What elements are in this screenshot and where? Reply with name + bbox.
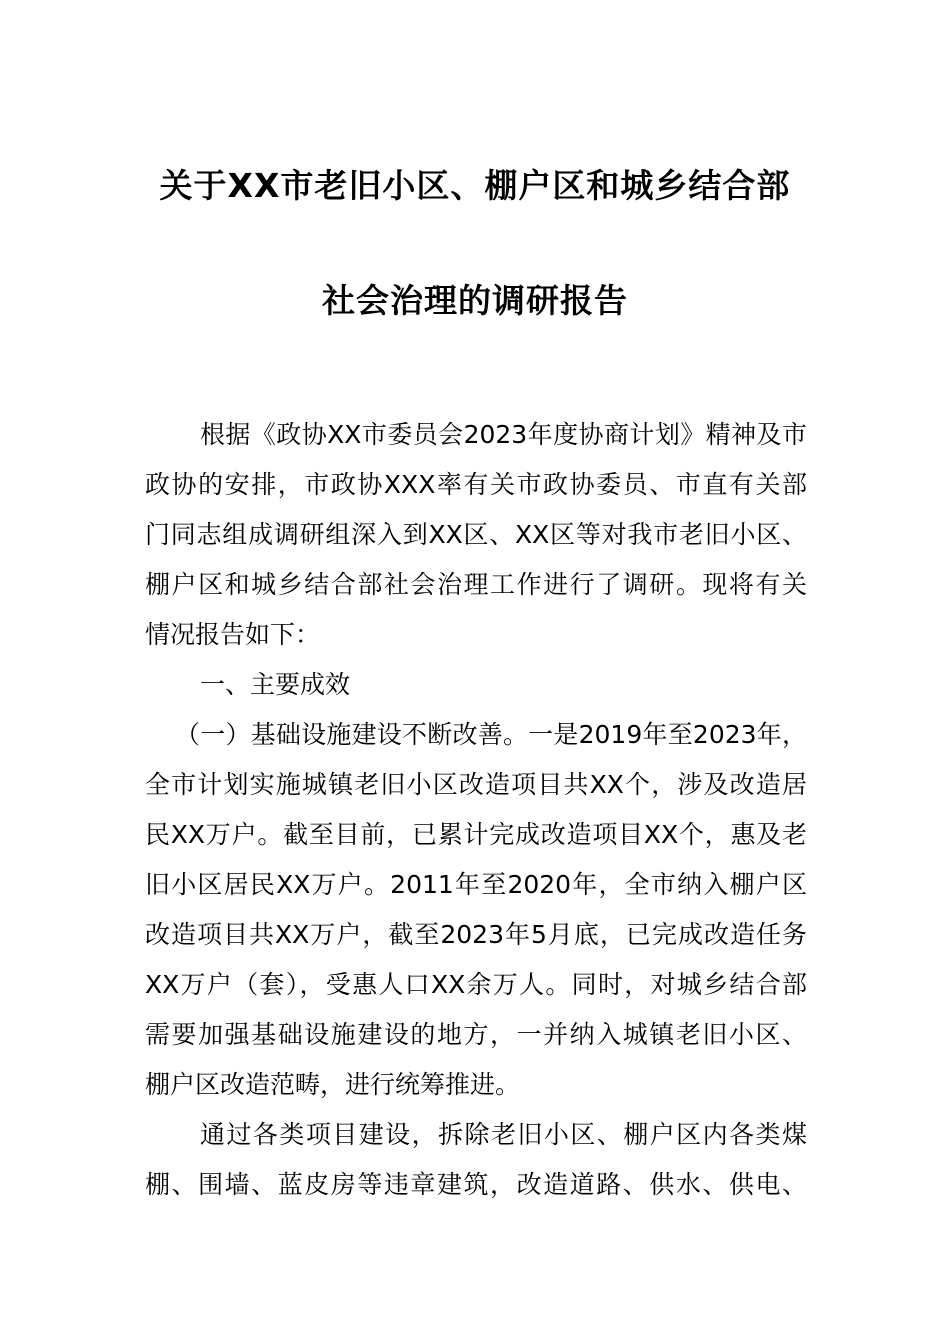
paragraph-intro bbox=[145, 410, 807, 660]
document-body bbox=[145, 410, 807, 1210]
text-line: 需要加强基础设施建设的地方，一并纳入城镇老旧小区、 bbox=[145, 1020, 807, 1049]
text-line: 棚、围墙、蓝皮房等违章建筑，改造道路、供水、供电、 bbox=[145, 1170, 807, 1199]
paragraph-infrastructure bbox=[145, 710, 807, 1110]
title-line-2: 社会治理的调研报告 bbox=[322, 281, 628, 320]
text-line: 民XX万户。截至目前，已累计完成改造项目XX个，惠及老 bbox=[145, 820, 807, 849]
text-line: 旧小区居民XX万户。2011年至2020年，全市纳入棚户区 bbox=[145, 870, 807, 899]
text-line: 棚户区改造范畴，进行统筹推进。 bbox=[145, 1070, 521, 1099]
text-line: 棚户区和城乡结合部社会治理工作进行了调研。现将有关 bbox=[145, 570, 807, 599]
text-line: （一）基础设施建设不断改善。一是2019年至2023年， bbox=[175, 720, 807, 749]
text-line: 一、主要成效 bbox=[200, 670, 351, 699]
text-line: 通过各类项目建设，拆除老旧小区、棚户区内各类煤 bbox=[200, 1120, 807, 1149]
section-heading bbox=[145, 660, 807, 710]
text-line: 情况报告如下： bbox=[145, 620, 321, 649]
title-line-1: 关于XX市老旧小区、棚户区和城乡结合部 bbox=[159, 166, 791, 205]
text-line: 全市计划实施城镇老旧小区改造项目共XX个，涉及改造居 bbox=[145, 770, 807, 799]
text-line: 门同志组成调研组深入到XX区、XX区等对我市老旧小区、 bbox=[145, 520, 807, 549]
paragraph-projects bbox=[145, 1110, 807, 1210]
text-line: 政协的安排，市政协XXX率有关市政协委员、市直有关部 bbox=[145, 470, 807, 499]
text-line: XX万户（套），受惠人口XX余万人。同时，对城乡结合部 bbox=[145, 970, 807, 999]
text-line: 根据《政协XX市委员会2023年度协商计划》精神及市 bbox=[200, 420, 807, 449]
text-line: 改造项目共XX万户，截至2023年5月底，已完成改造任务 bbox=[145, 920, 807, 949]
